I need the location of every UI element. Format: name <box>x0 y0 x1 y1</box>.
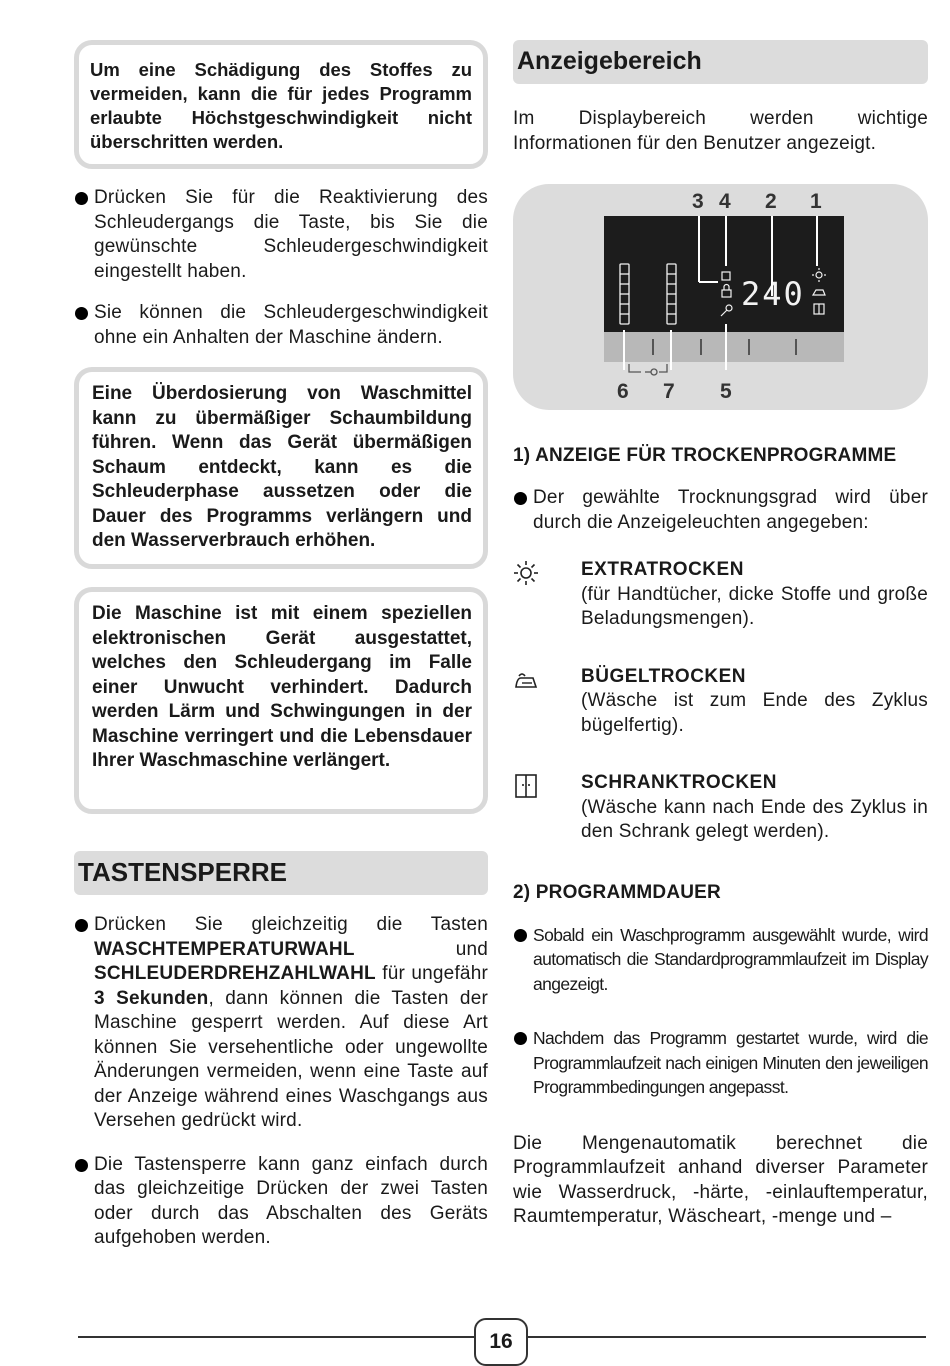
program-duration-subheading: 2) PROGRAMMDAUER <box>513 881 721 903</box>
automatic-load-paragraph: Die Mengenautomatik berechnet die Programmlaufzeit anhand diverser Parameter wie Wasserdruck, -härte, -einlauftemperatur, Raumtemperatur, Wäscheart, -menge und – <box>513 1132 928 1227</box>
spin-button-name: SCHLEUDERDREHZAHLWAHL <box>94 963 376 984</box>
overdosing-note-box <box>74 367 488 569</box>
extra-dry-item <box>513 558 928 632</box>
label-2: 2 <box>765 190 777 213</box>
key-lock-bullet-1 <box>74 913 488 1134</box>
iron-dry-title: BÜGELTROCKEN <box>581 665 747 687</box>
reactivate-spin-bullet: Drücken Sie für die Reaktivierung des Schleudergangs die Taste, bis Sie die gewünschte Schleudergeschwindigkeit eingestellt haben. <box>74 186 488 284</box>
label-6: 6 <box>617 380 629 403</box>
drying-level-bullet: Der gewählte Trocknungsgrad wird über durch die Anzeigeleuchten angegeben: <box>513 486 928 535</box>
sun-icon <box>513 560 539 586</box>
iron-icon <box>513 667 539 693</box>
label-7: 7 <box>663 380 675 403</box>
key-lock-text-post: , dann können die Tasten der Maschine gesperrt werden. Auf diese Art können Sie versehentliche oder ungewollte Änderungen vermeiden, wenn eine Taste auf der Anzeige während eines Waschgangs aus Versehen gedrückt wird. <box>94 987 488 1131</box>
extra-dry-title: EXTRATROCKEN <box>581 559 744 580</box>
duration-bullet-1: Sobald ein Waschprogramm ausgewählt wurde, wird automatisch die Standardprogrammlaufzeit im Display angezeigt. <box>513 923 928 997</box>
key-lock-text-mid: und <box>354 938 488 960</box>
right-column <box>513 40 928 1230</box>
display-illustration <box>513 184 928 410</box>
time-digits: 240 <box>741 275 805 313</box>
key-lock-bullet-2: Die Tastensperre kann ganz einfach durch das gleichzeitige Drücken der zwei Tasten oder durch das Abschalten des Geräts aufgehoben werden. <box>74 1153 488 1251</box>
temperature-button-name: WASCHTEMPERATURWAHL <box>94 938 355 960</box>
extra-dry-text: (für Handtücher, dicke Stoffe und große Beladungsmengen). <box>581 583 928 629</box>
duration-bullet-2: Nachdem das Programm gestartet wurde, wird die Programmlaufzeit nach einigen Minuten den jeweiligen Programmbedingungen angepasst. <box>513 1026 928 1100</box>
label-4: 4 <box>719 190 731 213</box>
cupboard-dry-text: (Wäsche kann nach Ende des Zyklus in den Schrank gelegt werden). <box>581 796 928 842</box>
footer-line-left <box>78 1336 474 1338</box>
key-symbol <box>629 364 667 375</box>
cupboard-dry-title: SCHRANKTROCKEN <box>581 772 777 793</box>
overdosing-note-text: Eine Überdosierung von Waschmittel kann zu übermäßiger Schaumbildung führen. Wenn das Gerät übermäßigen Schaum entdeckt, kann es die Schleuderphase aussetzen oder die Dauer des Programms verlängern und den Wasserverbrauch erhöhen. <box>92 383 472 551</box>
label-1: 1 <box>810 190 822 213</box>
display-area-intro: Im Displaybereich werden wichtige Informationen für den Benutzer angezeigt. <box>513 108 928 154</box>
cupboard-dry-item <box>513 771 928 845</box>
spin-speed-note-box <box>74 40 488 169</box>
spin-speed-note-text: Um eine Schädigung des Stoffes zu vermeiden, kann die für jedes Programm erlaubte Höchstgeschwindigkeit nicht überschritten werden. <box>90 59 472 152</box>
unbalance-note-text: Die Maschine ist mit einem speziellen elektronischen Gerät ausgestattet, welches den Schleudergang im Falle einer Unwucht verhindert. Dadurch werden Lärm und Schwingungen in der Maschine verringert und die Lebensdauer Ihrer Waschmaschine verlängert. <box>92 603 472 771</box>
iron-dry-item <box>513 665 928 739</box>
left-column <box>74 40 488 1251</box>
change-spin-bullet: Sie können die Schleudergeschwindigkeit ohne ein Anhalten der Maschine ändern. <box>74 301 488 350</box>
key-lock-text-mid2: für ungefähr <box>375 963 488 984</box>
label-3: 3 <box>692 190 704 213</box>
label-5: 5 <box>720 380 732 403</box>
unbalance-note-box <box>74 587 488 814</box>
page-number: 16 <box>474 1318 528 1366</box>
key-lock-heading: TASTENSPERRE <box>74 851 488 895</box>
seconds-duration: 3 Sekunden <box>94 987 209 1009</box>
wardrobe-icon <box>513 773 539 799</box>
button-strip <box>604 332 844 362</box>
drying-display-subheading: 1) ANZEIGE FÜR TROCKENPROGRAMME <box>513 445 897 466</box>
footer-line-right <box>524 1336 926 1338</box>
key-lock-text-pre: Drücken Sie gleichzeitig die Tasten <box>94 914 488 935</box>
display-area-heading: Anzeigebereich <box>513 40 928 84</box>
iron-dry-text: (Wäsche ist zum Ende des Zyklus bügelfertig). <box>581 690 928 736</box>
display-diagram <box>513 184 928 410</box>
